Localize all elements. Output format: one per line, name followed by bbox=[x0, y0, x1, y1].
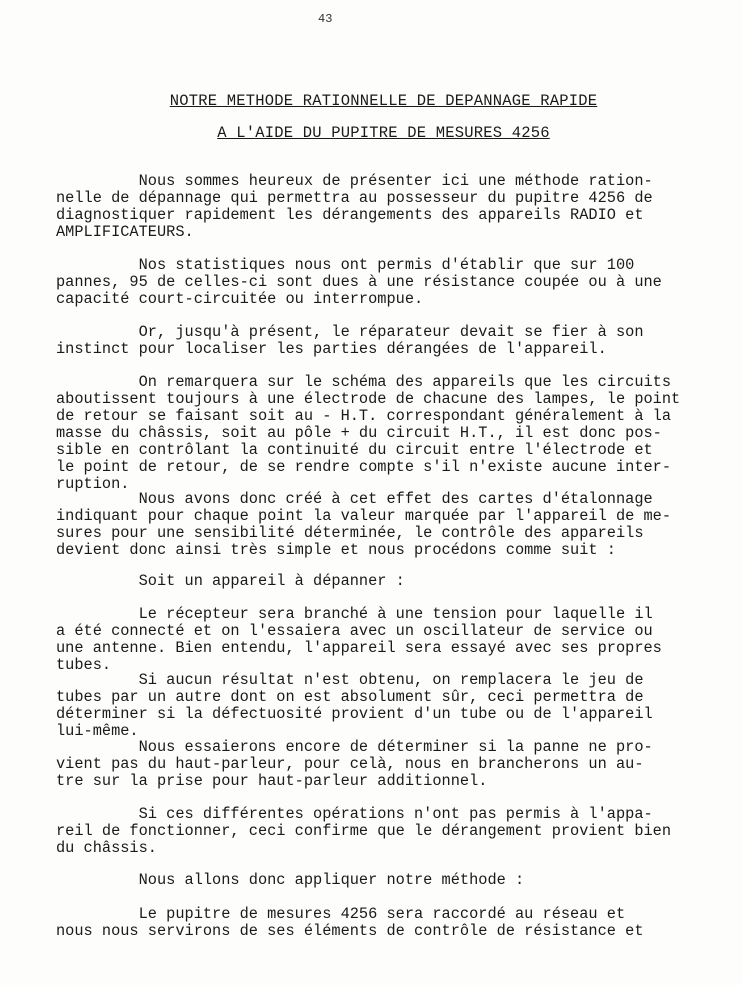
body-line: déterminer si la défectuosité provient d'un tube ou de l'appareil bbox=[56, 705, 653, 723]
body-line: ruption. bbox=[56, 475, 130, 493]
body-line: une antenne. Bien entendu, l'appareil sera essayé avec ses propres bbox=[56, 639, 662, 657]
body-line: Nos statistiques nous ont permis d'établir que sur 100 bbox=[56, 256, 635, 274]
body-line: Or, jusqu'à présent, le réparateur devait se fier à son bbox=[56, 323, 644, 341]
body-line: Nous essaierons encore de déterminer si la panne ne pro- bbox=[56, 738, 653, 756]
body-line: aboutissent toujours à une électrode de chacune des lampes, le point bbox=[56, 390, 681, 408]
body-line: Si aucun résultat n'est obtenu, on remplacera le jeu de bbox=[56, 671, 644, 689]
body-line: Le récepteur sera branché à une tension pour laquelle il bbox=[56, 605, 653, 623]
page-number: 43 bbox=[318, 12, 333, 26]
body-line: sible en contrôlant la continuité du circuit entre l'électrode et bbox=[56, 441, 653, 459]
body-line: tubes par un autre dont on est absolument sûr, ceci permettra de bbox=[56, 688, 644, 706]
title-line-2: A L'AIDE DU PUPITRE DE MESURES 4256 bbox=[217, 124, 550, 142]
body-line: reil de fonctionner, ceci confirme que le dérangement provient bien bbox=[56, 822, 672, 840]
body-line: masse du châssis, soit au pôle + du circuit H.T., il est donc pos- bbox=[56, 424, 662, 442]
body-line: nelle de dépannage qui permettra au possesseur du pupitre 4256 de bbox=[56, 189, 653, 207]
body-line: du châssis. bbox=[56, 839, 157, 857]
body-line: vient pas du haut-parleur, pour celà, nous en brancherons un au- bbox=[56, 755, 644, 773]
body-line: devient donc ainsi très simple et nous procédons comme suit : bbox=[56, 541, 616, 559]
body-line: pannes, 95 de celles-ci sont dues à une résistance coupée ou à une bbox=[56, 273, 662, 291]
body-line: nous nous servirons de ses éléments de contrôle de résistance et bbox=[56, 922, 644, 940]
body-line: le point de retour, de se rendre compte s'il n'existe aucune inter- bbox=[56, 458, 672, 476]
body-line: indiquant pour chaque point la valeur marquée par l'appareil de me- bbox=[56, 507, 672, 525]
body-line: sures pour une sensibilité déterminée, le contrôle des appareils bbox=[56, 524, 644, 542]
body-line: Soit un appareil à dépanner : bbox=[56, 572, 405, 590]
body-line: Le pupitre de mesures 4256 sera raccordé au réseau et bbox=[56, 905, 626, 923]
body-line: tubes. bbox=[56, 656, 112, 674]
body-line: diagnostiquer rapidement les dérangements des appareils RADIO et bbox=[56, 206, 644, 224]
body-line: de retour se faisant soit au - H.T. correspondant généralement à la bbox=[56, 407, 672, 425]
body-line: Nous sommes heureux de présenter ici une méthode ration- bbox=[56, 172, 653, 190]
body-line: Si ces différentes opérations n'ont pas permis à l'appa- bbox=[56, 805, 653, 823]
body-line: tre sur la prise pour haut-parleur additionnel. bbox=[56, 772, 488, 790]
body-line: lui-même. bbox=[56, 722, 139, 740]
body-line: capacité court-circuitée ou interrompue. bbox=[56, 290, 424, 308]
title-line-1: NOTRE METHODE RATIONNELLE DE DEPANNAGE RAPIDE bbox=[169, 92, 598, 110]
body-line: Nous avons donc créé à cet effet des cartes d'étalonnage bbox=[56, 490, 653, 508]
body-line: On remarquera sur le schéma des appareils que les circuits bbox=[56, 373, 672, 391]
body-line: AMPLIFICATEURS. bbox=[56, 223, 194, 241]
body-line: a été connecté et on l'essaiera avec un oscillateur de service ou bbox=[56, 622, 653, 640]
body-line: Nous allons donc appliquer notre méthode : bbox=[56, 871, 525, 889]
body-line: instinct pour localiser les parties dérangées de l'appareil. bbox=[56, 340, 607, 358]
